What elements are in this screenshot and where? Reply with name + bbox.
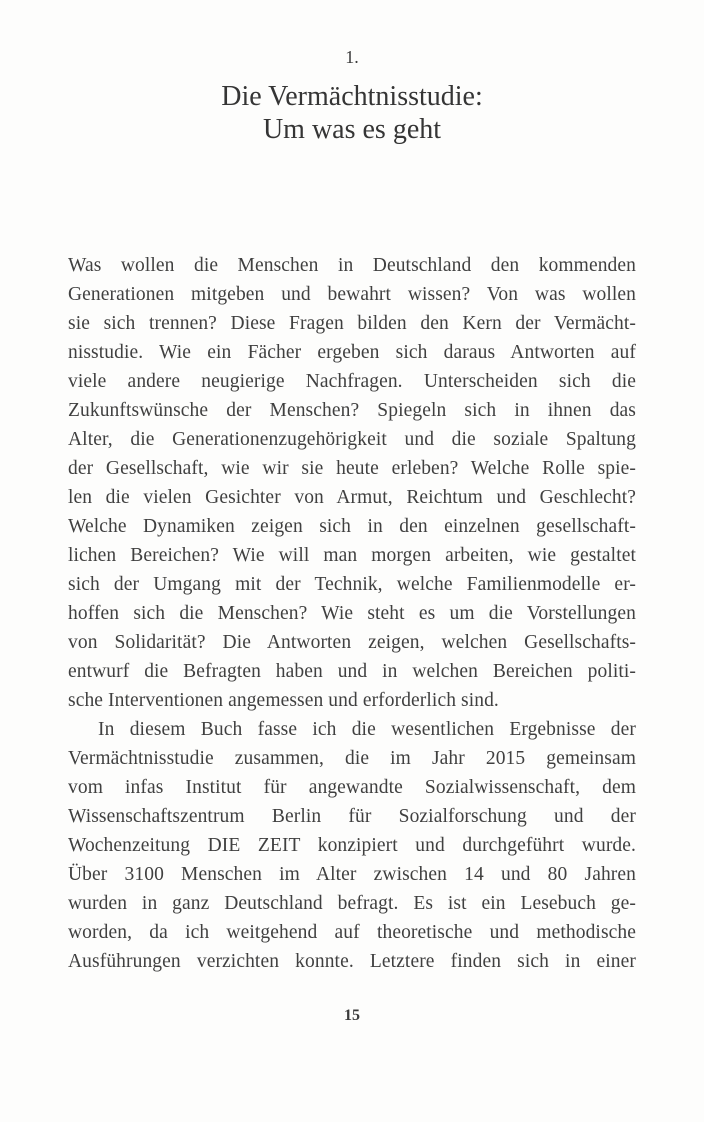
text-line: Wochenzeitung DIE ZEIT konzipiert und durchgeführt wurde.	[68, 835, 636, 856]
text-line: viele andere neugierige Nachfragen. Unterscheiden sich die	[68, 371, 636, 392]
text-line: Was wollen die Menschen in Deutschland den kommenden	[68, 255, 636, 276]
text-line: von Solidarität? Die Antworten zeigen, welchen Gesellschafts-	[68, 632, 636, 653]
body-text	[68, 251, 636, 976]
text-line: Über 3100 Menschen im Alter zwischen 14 und 80 Jahren	[68, 864, 636, 885]
text-line: hoffen sich die Menschen? Wie steht es um die Vorstellungen	[68, 603, 636, 624]
text-line: entwurf die Befragten haben und in welchen Bereichen politi-	[68, 661, 636, 682]
text-line: wurden in ganz Deutschland befragt. Es ist ein Lesebuch ge-	[68, 893, 636, 914]
text-line: der Gesellschaft, wie wir sie heute erleben? Welche Rolle spie-	[68, 458, 636, 479]
chapter-title	[0, 80, 704, 146]
text-line: Vermächtnisstudie zusammen, die im Jahr 2015 gemeinsam	[68, 748, 636, 769]
text-line: nisstudie. Wie ein Fächer ergeben sich daraus Antworten auf	[68, 342, 636, 363]
text-line: Wissenschaftszentrum Berlin für Sozialforschung und der	[68, 806, 636, 827]
text-line: Welche Dynamiken zeigen sich in den einzelnen gesellschaft-	[68, 516, 636, 537]
chapter-number: 1.	[345, 47, 359, 67]
text-line: lichen Bereichen? Wie will man morgen arbeiten, wie gestaltet	[68, 545, 636, 566]
text-line: sich der Umgang mit der Technik, welche Familienmodelle er-	[68, 574, 636, 595]
text-line: sche Interventionen angemessen und erforderlich sind.	[68, 690, 499, 711]
text-line: Zukunftswünsche der Menschen? Spiegeln sich in ihnen das	[68, 400, 636, 421]
text-line: Ausführungen verzichten konnte. Letztere finden sich in einer	[68, 951, 636, 972]
text-line: worden, da ich weitgehend auf theoretische und methodische	[68, 922, 636, 943]
chapter-title-line-1: Die Vermächtnisstudie:	[221, 81, 483, 112]
chapter-title-line-2: Um was es geht	[262, 114, 442, 145]
page-number: 15	[344, 1007, 360, 1024]
text-line: In diesem Buch fasse ich die wesentlichen Ergebnisse der	[98, 719, 636, 740]
text-line: sie sich trennen? Diese Fragen bilden den Kern der Vermächt-	[68, 313, 636, 334]
text-line: Alter, die Generationenzugehörigkeit und die soziale Spaltung	[68, 429, 636, 450]
text-line: len die vielen Gesichter von Armut, Reichtum und Geschlecht?	[68, 487, 636, 508]
text-line: vom infas Institut für angewandte Sozialwissenschaft, dem	[68, 777, 636, 798]
text-line: Generationen mitgeben und bewahrt wissen? Von was wollen	[68, 284, 636, 305]
